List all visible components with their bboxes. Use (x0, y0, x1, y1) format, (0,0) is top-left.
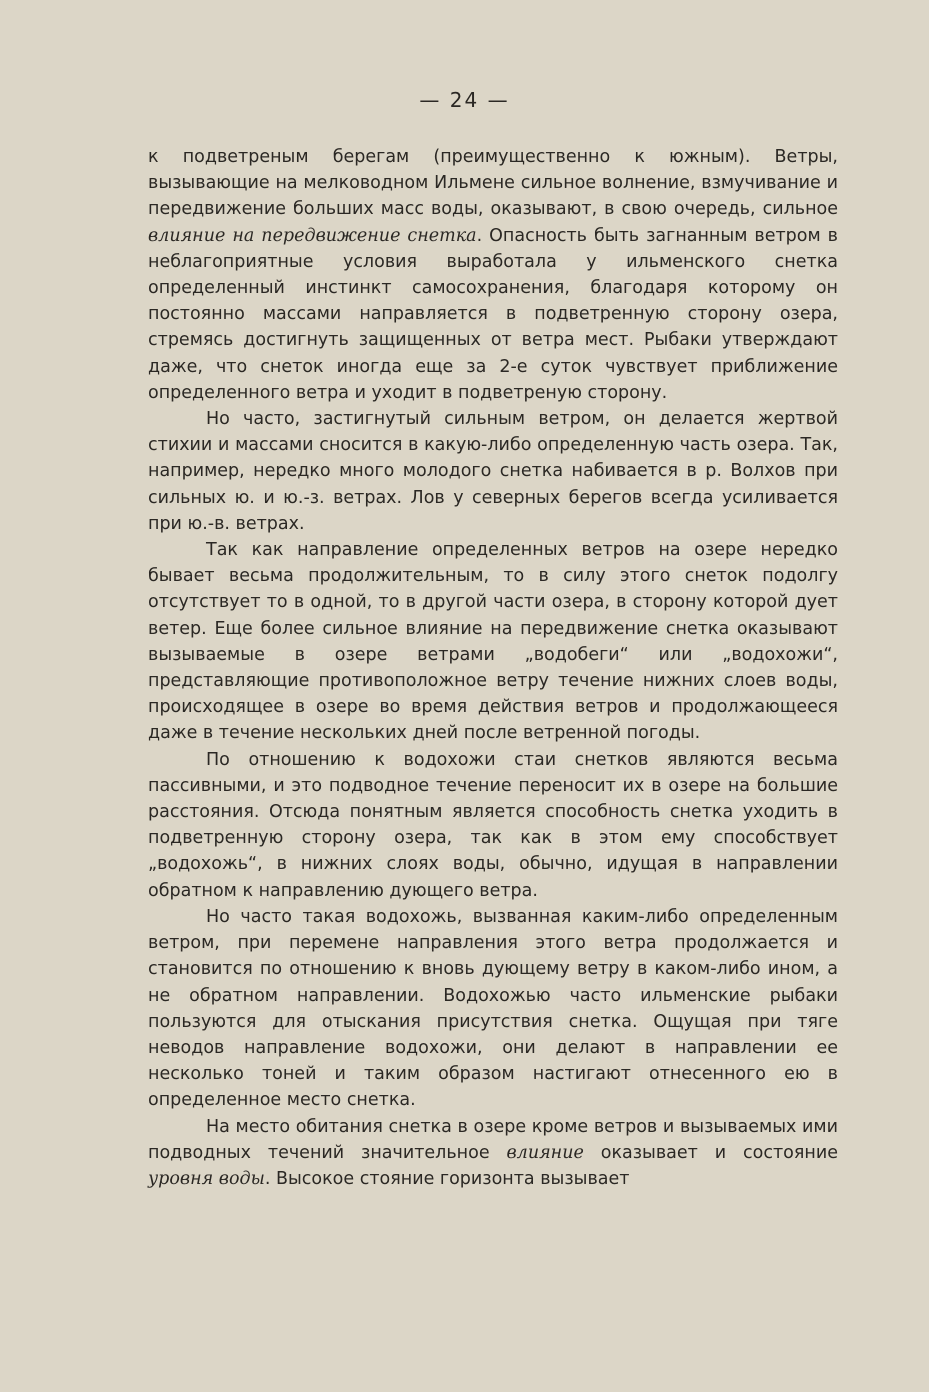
italic-segment: уровня воды (148, 1168, 265, 1189)
paragraph-4 (148, 747, 838, 904)
paragraph-1 (148, 144, 838, 406)
text-segment: к подветреным берегам (преимущественно к южным). Ветры, вызывающие на мелководном Ильмене сильное волнение, взмучивание и передвижение больших масс воды, оказывают, в свою очередь, сильное (148, 147, 838, 220)
italic-segment: влияние (506, 1142, 584, 1163)
paragraph-5 (148, 904, 838, 1114)
text-segment: На место обитания снетка в озере кроме ветров и вызываемых ими подводных течений значительное (148, 1116, 838, 1163)
paragraph-3 (148, 537, 838, 747)
text-segment: . Опасность быть загнанным ветром в неблагоприятные условия выработала у ильменского снетка определенный инстинкт самосохранения, благодаря которому он постоянно массами направляется в подветренную сторону озера, стремясь достигнуть защищенных от ветра мест. Рыбаки утверждают даже, что снеток иногда еще за 2-е суток чувствует приближение определенного ветра и уходит в подветреную сторону. (148, 225, 838, 403)
text-segment: Так как направление определенных ветров на озере нередко бывает весьма продолжительным, то в силу этого снеток подолгу отсутствует то в одной, то в другой части озера, в сторону которой дует ветер. Еще более сильное влияние на передвижение снетка оказывают вызываемые в озере ветрами „водобеги“ или „водохожи“, представляющие противоположное ветру течение нижних слоев воды, происходящее в озере во время действия ветров и продолжающееся даже в течение нескольких дней после ветренной погоды. (148, 540, 838, 744)
paragraph-6 (148, 1114, 838, 1193)
paragraph-2 (148, 406, 838, 537)
text-segment: Но часто такая водохожь, вызванная каким-либо определенным ветром, при перемене направления этого ветра продолжается и становится по отношению к вновь дующему ветру в каком-либо ином, а не обратном направлении. Водохожью часто ильменские рыбаки пользуются для отыскания присутствия снетка. Ощущая при тяге неводов направление водохожи, они делают в направлении ее несколько тоней и таким образом настигают отнесенного ею в определенное место снетка. (148, 906, 838, 1111)
text-segment: . Высокое стояние горизонта вызывает (264, 1168, 630, 1189)
italic-segment: влияние на передвижение снетка (148, 225, 477, 246)
text-segment: По отношению к водохожи стаи снетков являются весьма пассивными, и это подводное течение переносит их в озере на большие расстояния. Отсюда понятным является способность снетка уходить в подветренную сторону озера, так как в этом ему способствует „водохожь“, в нижних слоях воды, обычно, идущая в направлении обратном к направлению дующего ветра. (148, 749, 838, 901)
page-number: — 24 — (419, 88, 510, 112)
text-segment: Но часто, застигнутый сильным ветром, он делается жертвой стихии и массами сносится в какую-либо определенную часть озера. Так, например, нередко много молодого снетка набивается в р. Волхов при сильных ю. и ю.-з. ветрах. Лов у северных берегов всегда усиливается при ю.-в. ветрах. (148, 409, 838, 534)
body-text (148, 144, 838, 1192)
text-segment: оказывает и состояние (583, 1142, 838, 1163)
